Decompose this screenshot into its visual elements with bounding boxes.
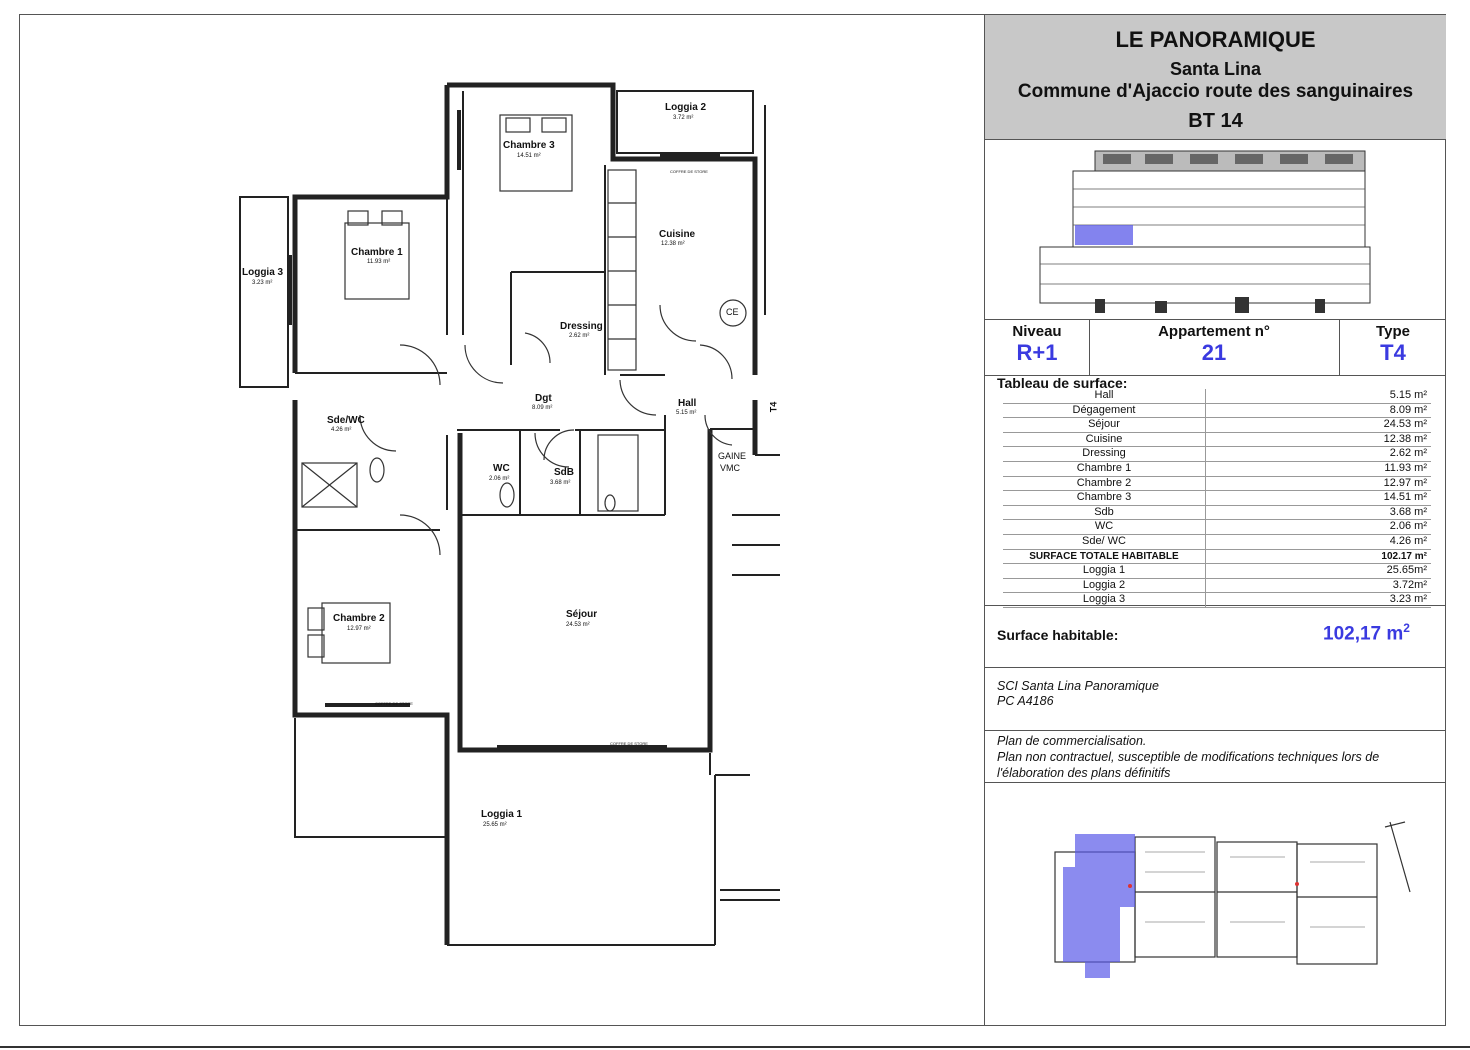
- room-area: 14.51 m²: [517, 153, 541, 159]
- room-name: Sde/WC: [327, 415, 365, 426]
- surface-row-name: Cuisine: [1003, 433, 1206, 447]
- room-name: Cuisine: [659, 229, 696, 240]
- disclaimer-line: l'élaboration des plans définitifs: [997, 766, 1171, 780]
- surface-row-value: 3.68 m²: [1389, 505, 1427, 518]
- surface-row-name: Séjour: [1003, 418, 1206, 432]
- surface-value-text: 102,17 m: [1323, 623, 1404, 645]
- room-area: 11.93 m²: [367, 259, 391, 265]
- surface-row-value: 3.72m²: [1392, 578, 1427, 591]
- type-value: T4: [1380, 340, 1406, 365]
- surface-row-name: Chambre 1: [1003, 462, 1206, 476]
- surface-row-value: 2.62 m²: [1389, 447, 1427, 460]
- room-area: 24.53 m²: [566, 622, 590, 628]
- room-area: 2.62 m²: [569, 333, 590, 339]
- surface-row-value: 11.93 m²: [1384, 461, 1427, 474]
- room-name: Loggia 3: [242, 267, 284, 278]
- surface-row: [1003, 447, 1431, 462]
- room-area: 5.15 m²: [676, 410, 697, 416]
- surface-row: [1003, 550, 1431, 565]
- surface-row: [1003, 564, 1431, 579]
- surface-row-value: 102.17 m²: [1381, 550, 1427, 562]
- page-bottom-rule: [0, 1046, 1470, 1048]
- info-panel: [984, 15, 1445, 1025]
- room-area: 4.26 m²: [331, 427, 352, 433]
- room-name: Chambre 1: [351, 247, 403, 258]
- surface-row-name: Hall: [1003, 389, 1206, 403]
- type-cell: [1340, 319, 1446, 375]
- room-area: 3.68 m²: [550, 480, 571, 486]
- project-location: Commune d'Ajaccio route des sanguinaires: [1017, 81, 1414, 102]
- surface-row: [1003, 520, 1431, 535]
- room-name: Loggia 2: [665, 102, 707, 113]
- surface-row-name: SURFACE TOTALE HABITABLE: [1003, 550, 1206, 564]
- appartement-cell: [1089, 319, 1340, 375]
- surface-row-value: 3.23 m²: [1389, 593, 1427, 606]
- coffre-label: COFFRE DE STORE: [375, 701, 413, 706]
- surface-row-value: 2.06 m²: [1389, 520, 1427, 533]
- surface-row-name: WC: [1003, 520, 1206, 534]
- disclaimer-line: Plan de commercialisation.: [997, 734, 1147, 748]
- project-title: LE PANORAMIQUE: [1115, 27, 1316, 52]
- room-area: 8.09 m²: [532, 405, 553, 411]
- surface-row-name: Loggia 2: [1003, 579, 1206, 593]
- key-plan: [985, 782, 1446, 1025]
- surface-habitable-label: Surface habitable:: [997, 627, 1119, 643]
- coffre-label: COFFRE DE STORE: [610, 741, 648, 746]
- surface-row-value: 5.15 m²: [1389, 389, 1427, 401]
- surface-row: [1003, 506, 1431, 521]
- elevation-drawing: [985, 139, 1446, 319]
- niveau-cell: [985, 319, 1090, 375]
- surface-habitable: [985, 605, 1446, 668]
- gaine-label: GAINE: [718, 451, 747, 461]
- sci-line: SCI Santa Lina Panoramique: [997, 679, 1159, 693]
- apartment-info: [985, 319, 1446, 376]
- surface-table: [985, 375, 1446, 606]
- ce-label: CE: [726, 307, 739, 317]
- niveau-label: Niveau: [1012, 323, 1062, 340]
- room-name: Loggia 1: [481, 809, 523, 820]
- surface-row-name: Sdb: [1003, 506, 1206, 520]
- t4-label: T4: [768, 401, 779, 413]
- room-area: 3.23 m²: [252, 280, 273, 286]
- title-block: [985, 15, 1446, 140]
- surface-row-name: Chambre 3: [1003, 491, 1206, 505]
- room-area: 12.97 m²: [347, 626, 371, 632]
- surface-row-name: Loggia 3: [1003, 593, 1206, 607]
- surface-row-value: 12.38 m²: [1383, 432, 1427, 445]
- surface-value-exp: 2: [1403, 621, 1410, 635]
- floor-plan-drawing: [20, 15, 984, 1025]
- surface-row-name: Chambre 2: [1003, 477, 1206, 491]
- vmc-label: VMC: [720, 463, 740, 473]
- room-name: Dgt: [535, 393, 552, 404]
- surface-row-name: Dressing: [1003, 447, 1206, 461]
- surface-row-value: 12.97 m²: [1383, 476, 1427, 489]
- surface-rows: [1003, 389, 1431, 608]
- surface-row-name: Loggia 1: [1003, 564, 1206, 578]
- room-area: 3.72 m²: [673, 115, 694, 121]
- surface-row-value: 25.65m²: [1386, 564, 1427, 577]
- room-name: WC: [493, 463, 510, 474]
- room-name: Séjour: [566, 609, 598, 620]
- disclaimer-block: [985, 730, 1446, 783]
- niveau-value: R+1: [1016, 340, 1058, 365]
- surface-row: [1003, 404, 1431, 419]
- surface-row-value: 24.53 m²: [1383, 418, 1427, 431]
- disclaimer-line: Plan non contractuel, susceptible de modifications techniques lors de: [997, 750, 1380, 764]
- surface-row: [1003, 433, 1431, 448]
- surface-row: [1003, 477, 1431, 492]
- surface-table-title: Tableau de surface:: [997, 375, 1128, 391]
- project-subtitle: Santa Lina: [1169, 59, 1262, 79]
- surface-row-value: 8.09 m²: [1389, 403, 1427, 416]
- surface-row: [1003, 535, 1431, 550]
- room-name: Dressing: [560, 321, 603, 332]
- sci-block: [985, 667, 1446, 731]
- key-plan-drawing: [985, 782, 1446, 1025]
- sci-line: PC A4186: [997, 694, 1054, 708]
- room-name: Chambre 3: [503, 140, 555, 151]
- surface-row: [1003, 491, 1431, 506]
- room-area: 25.65 m²: [483, 822, 507, 828]
- room-name: Chambre 2: [333, 613, 385, 624]
- surface-row: [1003, 579, 1431, 594]
- surface-row-name: Sde/ WC: [1003, 535, 1206, 549]
- appartement-value: 21: [1201, 340, 1227, 365]
- building-elevation: [985, 139, 1446, 320]
- surface-row-value: 4.26 m²: [1389, 534, 1427, 547]
- type-label: Type: [1376, 323, 1410, 340]
- appartement-label: Appartement n°: [1158, 323, 1270, 340]
- plan-sheet: [19, 14, 1446, 1026]
- room-name: SdB: [554, 467, 574, 478]
- surface-row: [1003, 418, 1431, 433]
- surface-row-name: Dégagement: [1003, 404, 1206, 418]
- room-area: 2.06 m²: [489, 476, 510, 482]
- room-name: Hall: [678, 398, 697, 409]
- coffre-label: COFFRE DE STORE: [670, 169, 708, 174]
- surface-row-value: 14.51 m²: [1383, 491, 1427, 504]
- floor-plan: [20, 15, 984, 1025]
- surface-row: [1003, 462, 1431, 477]
- building-label: BT 14: [1188, 110, 1243, 132]
- surface-habitable-value: [1323, 621, 1410, 645]
- room-area: 12.38 m²: [661, 241, 685, 247]
- surface-row: [1003, 389, 1431, 404]
